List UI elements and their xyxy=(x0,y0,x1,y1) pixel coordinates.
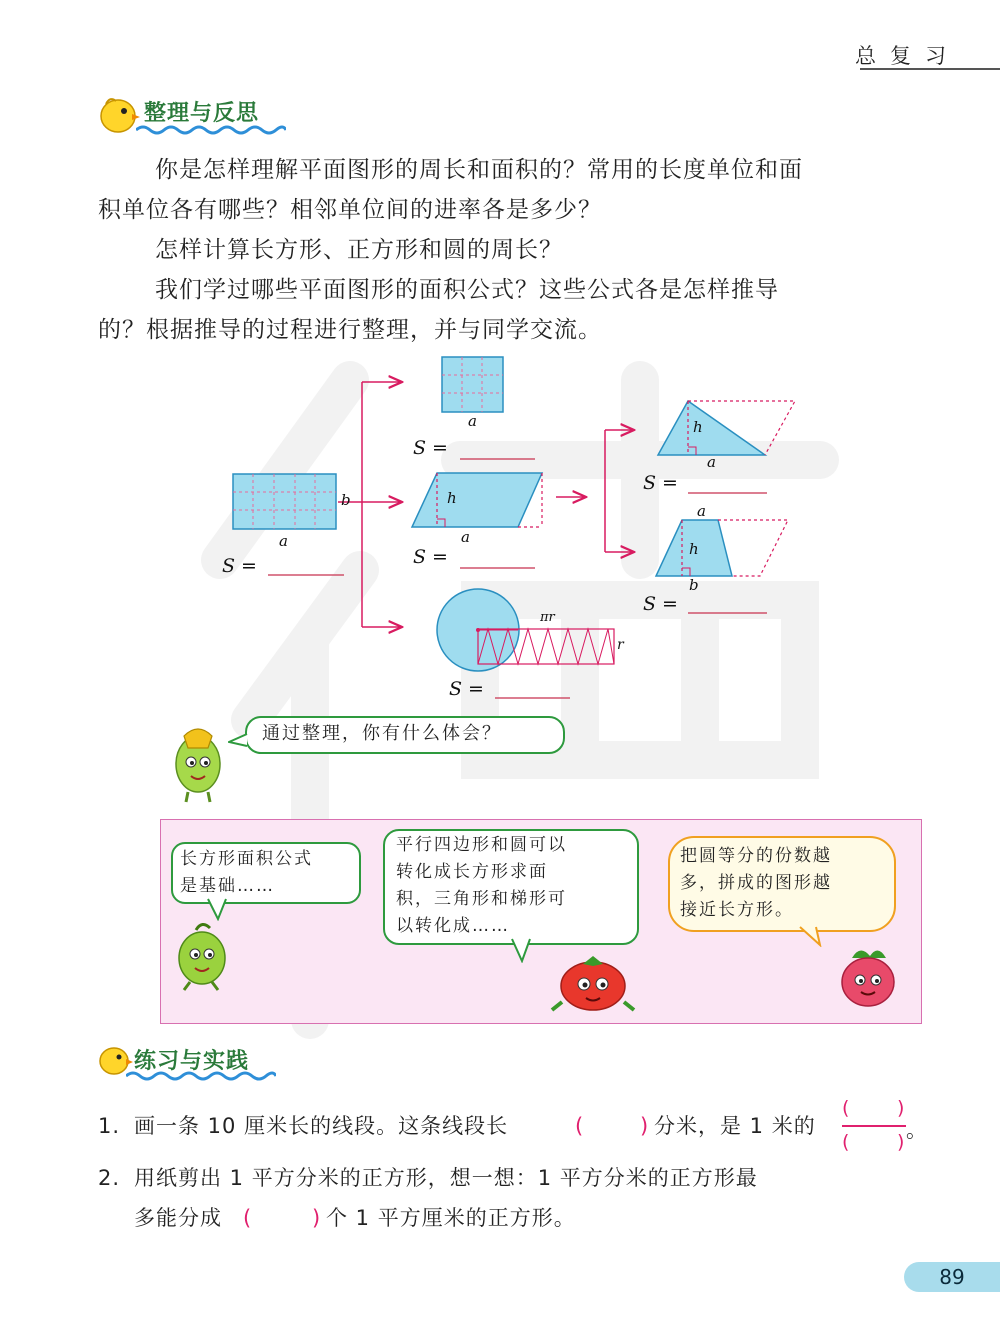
rect-label-b: b xyxy=(341,491,351,509)
question-2-line-2-b: 个 1 平方厘米的正方形。 xyxy=(326,1206,576,1230)
section-title-reflect: 整理与反思 xyxy=(144,101,260,126)
reflect-paragraph-3-line-2: 的？根据推导的过程进行整理，并与同学交流。 xyxy=(98,317,602,343)
reflect-paragraph-2: 怎样计算长方形、正方形和圆的周长？ xyxy=(155,237,563,263)
rectangle-shape xyxy=(233,474,336,529)
triangle-area-label: S = xyxy=(643,472,678,494)
q1-fraction-den-open: ( xyxy=(842,1131,851,1153)
q1-blank-close: ) xyxy=(640,1114,650,1138)
wave-underline-2 xyxy=(126,1070,276,1082)
triangle-shape xyxy=(658,401,795,455)
circle-shape xyxy=(437,589,614,671)
triangle-label-h: h xyxy=(693,418,703,436)
square-shape xyxy=(442,357,503,412)
bubble-3-line-3: 接近长方形。 xyxy=(680,900,794,920)
rect-label-a: a xyxy=(279,532,288,550)
corn-character-icon xyxy=(158,722,238,804)
bubble-3-line-2: 多，拼成的图形越 xyxy=(680,873,832,893)
bubble-3-tail xyxy=(798,925,828,947)
question-1-number: 1. xyxy=(98,1114,121,1138)
bubble-2-tail xyxy=(510,937,534,963)
section-header: 总复习 xyxy=(855,44,960,68)
pepper-character-icon xyxy=(168,918,238,992)
parallelogram-label-h: h xyxy=(447,489,457,507)
question-2-number: 2. xyxy=(98,1166,121,1190)
question-2-line-2-a: 多能分成 xyxy=(134,1206,222,1230)
question-1-text-2: 分米，是 1 米的 xyxy=(654,1114,816,1138)
q1-fraction-den-close: ) xyxy=(897,1131,906,1153)
bubble-2-line-1: 平行四边形和圆可以 xyxy=(396,835,567,855)
question-1-text: 画一条 10 厘米长的线段。这条线段长 xyxy=(134,1114,509,1138)
parallelogram-shape xyxy=(412,473,542,527)
q1-fraction-num-open: ( xyxy=(842,1097,851,1119)
parallelogram-area-label: S = xyxy=(413,546,448,568)
q2-blank-open: ( xyxy=(243,1206,253,1230)
bubble-3-line-1: 把圆等分的份数越 xyxy=(680,846,832,866)
page-number: 89 xyxy=(904,1262,1000,1292)
circle-label-pir: πr xyxy=(540,610,555,625)
bubble-1-line-1: 长方形面积公式 xyxy=(180,849,313,869)
parallelogram-label-a: a xyxy=(461,528,470,546)
circle-area-label: S = xyxy=(449,678,484,700)
trapezoid-shape xyxy=(656,520,788,576)
question-bubble-tail xyxy=(228,732,248,748)
radish-character-icon xyxy=(830,944,906,1012)
bubble-2-line-2: 转化成长方形求面 xyxy=(396,862,548,882)
trapezoid-label-h: h xyxy=(689,540,699,558)
square-label-a: a xyxy=(468,412,477,430)
square-area-label: S = xyxy=(413,437,448,459)
reflect-paragraph-1-line-2: 积单位各有哪些？相邻单位间的进率各是多少？ xyxy=(98,197,602,223)
q1-blank-open: ( xyxy=(575,1114,585,1138)
triangle-label-a: a xyxy=(707,453,716,471)
q2-blank-close: ) xyxy=(312,1206,322,1230)
reflect-paragraph-1-line-1: 你是怎样理解平面图形的周长和面积的？常用的长度单位和面 xyxy=(155,157,803,183)
bubble-2-line-4: 以转化成…… xyxy=(396,916,510,936)
rect-area-label: S = xyxy=(222,555,257,577)
q1-fraction-num-close: ) xyxy=(897,1097,906,1119)
trapezoid-area-label: S = xyxy=(643,593,678,615)
reflect-paragraph-3-line-1: 我们学过哪些平面图形的面积公式？这些公式各是怎样推导 xyxy=(155,277,779,303)
question-2-line-1: 用纸剪出 1 平方分米的正方形，想一想：1 平方分米的正方形最 xyxy=(134,1166,758,1190)
bubble-1-line-2: 是基础…… xyxy=(180,876,275,896)
circle-label-r: r xyxy=(617,637,624,653)
trapezoid-label-a: a xyxy=(697,502,706,520)
question-text: 通过整理，你有什么体会？ xyxy=(262,723,502,744)
question-1-end: 。 xyxy=(906,1118,928,1142)
section-title-practice: 练习与实践 xyxy=(134,1049,250,1074)
trapezoid-label-b: b xyxy=(689,576,699,594)
bubble-2-line-3: 积，三角形和梯形可 xyxy=(396,889,567,909)
tomato-character-icon xyxy=(548,952,638,1016)
